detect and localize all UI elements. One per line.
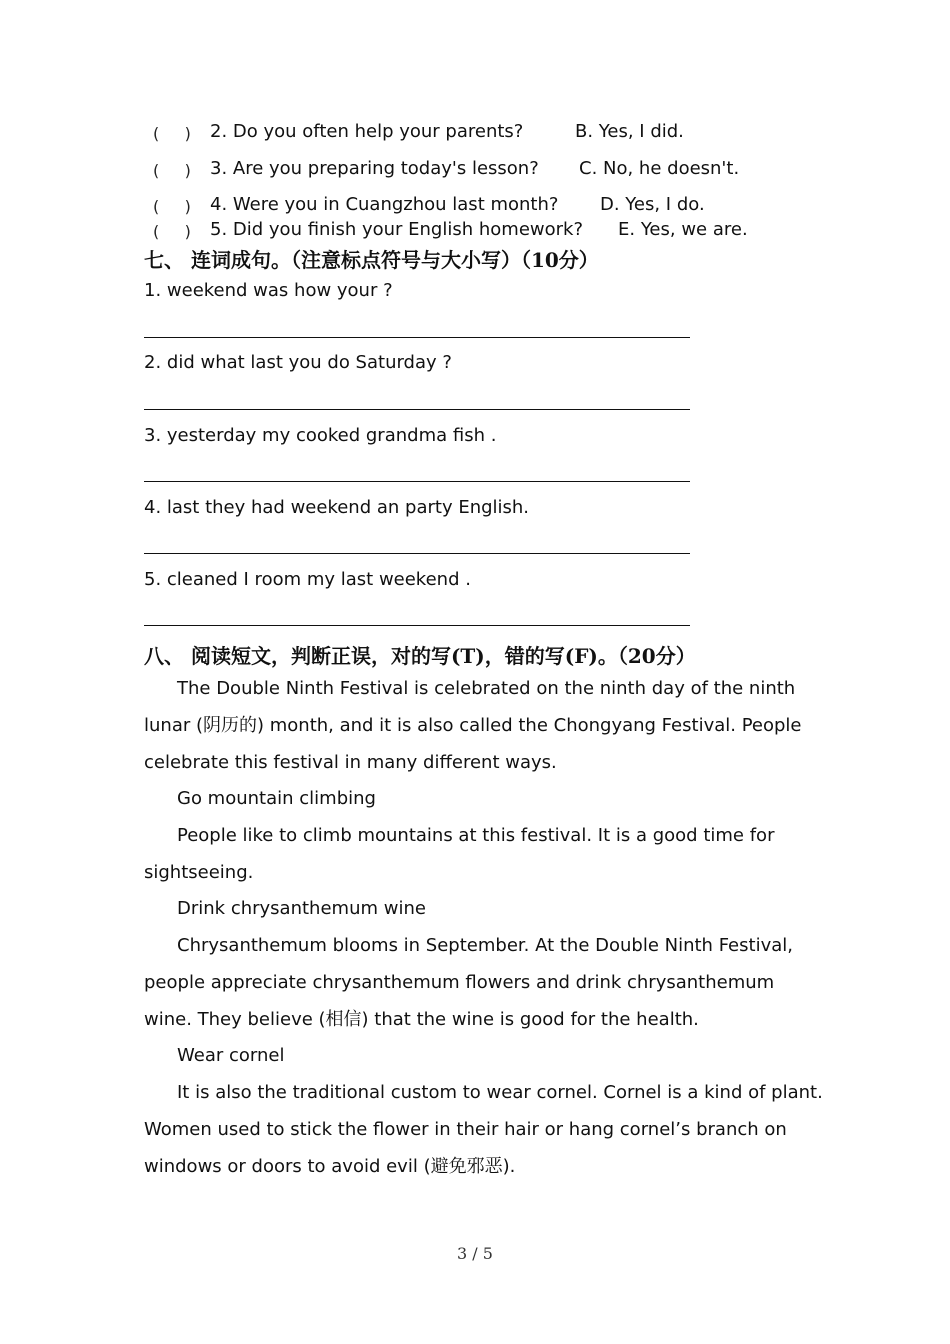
passage-subheading: Drink chrysanthemum wine bbox=[177, 898, 426, 919]
scramble-item: 5. cleaned I room my last weekend . bbox=[144, 569, 471, 590]
answer-line[interactable] bbox=[144, 553, 690, 554]
passage-paragraph: It is also the traditional custom to wear cornel. Cornel is a kind of plant. Women used to stick the flower in their hair or hang cornel’s branch on windows or doors to avoid evil (避免邪恶). bbox=[144, 1082, 823, 1177]
answer-line[interactable] bbox=[144, 409, 690, 410]
matching-answer: C. No, he doesn't. bbox=[579, 158, 740, 179]
matching-answer: B. Yes, I did. bbox=[575, 121, 684, 142]
answer-blank[interactable]: ( ) bbox=[153, 124, 191, 143]
matching-question: 2. Do you often help your parents? bbox=[210, 121, 524, 142]
scramble-item: 3. yesterday my cooked grandma fish . bbox=[144, 425, 497, 446]
passage-subheading: Wear cornel bbox=[177, 1045, 285, 1066]
answer-line[interactable] bbox=[144, 481, 690, 482]
answer-line[interactable] bbox=[144, 625, 690, 626]
matching-answer: E. Yes, we are. bbox=[618, 219, 748, 240]
reading-passage bbox=[144, 670, 824, 1185]
answer-blank[interactable]: ( ) bbox=[153, 161, 191, 180]
section-8-heading: 八、 阅读短文，判断正误，对的写(T)，错的写(F)。（20分） bbox=[144, 644, 696, 668]
matching-answer: D. Yes, I do. bbox=[600, 194, 705, 215]
section-7-heading: 七、 连词成句。（注意标点符号与大小写）（10分） bbox=[144, 248, 599, 272]
passage-paragraph: Chrysanthemum blooms in September. At the Double Ninth Festival, people appreciate chrysanthemum flowers and drink chrysanthemum wine. They believe (相信) that the wine is good for the health. bbox=[144, 935, 793, 1030]
answer-line[interactable] bbox=[144, 337, 690, 338]
passage-paragraph: The Double Ninth Festival is celebrated on the ninth day of the ninth lunar (阴历的) month, and it is also called the Chongyang Festival. People celebrate this festival in many different ways. bbox=[144, 678, 802, 773]
passage-paragraph: People like to climb mountains at this festival. It is a good time for sightseeing. bbox=[144, 825, 775, 883]
matching-question: 5. Did you finish your English homework? bbox=[210, 219, 584, 240]
answer-blank[interactable]: ( ) bbox=[153, 222, 191, 241]
matching-question: 4. Were you in Cuangzhou last month? bbox=[210, 194, 559, 215]
passage-subheading: Go mountain climbing bbox=[177, 788, 376, 809]
answer-blank[interactable]: ( ) bbox=[153, 197, 191, 216]
scramble-item: 1. weekend was how your ? bbox=[144, 280, 393, 301]
page-number: 3 / 5 bbox=[457, 1244, 493, 1263]
matching-question: 3. Are you preparing today's lesson? bbox=[210, 158, 539, 179]
scramble-item: 2. did what last you do Saturday ? bbox=[144, 352, 452, 373]
scramble-item: 4. last they had weekend an party English. bbox=[144, 497, 530, 518]
